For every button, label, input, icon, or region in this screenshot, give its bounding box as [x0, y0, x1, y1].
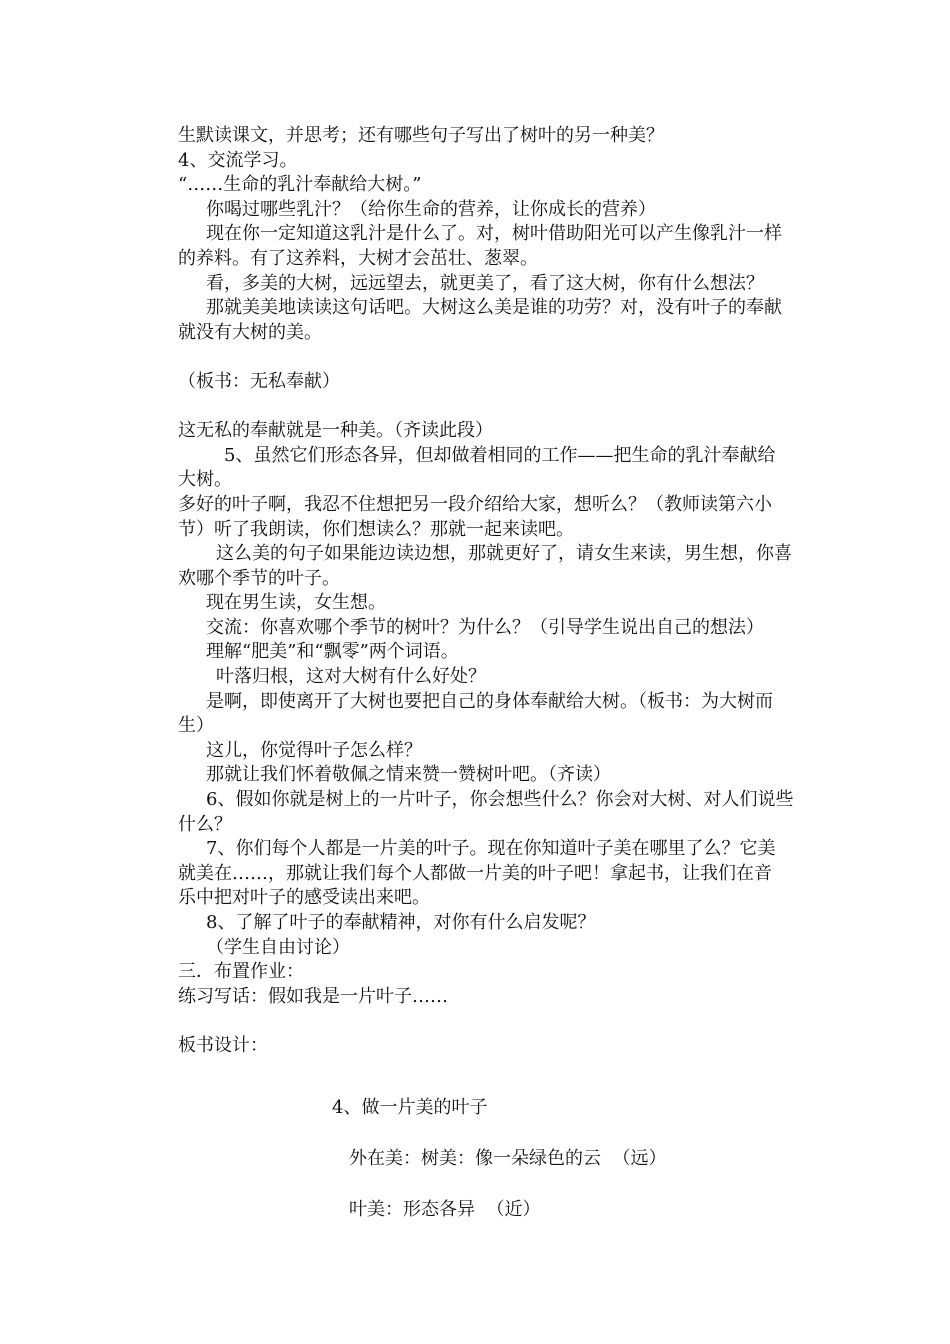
paragraph-line: 练习写话：假如我是一片叶子……: [178, 985, 448, 1007]
paragraph-line: 大树。: [178, 469, 232, 491]
paragraph-line: 你喝过哪些乳汁？（给你生命的营养，让你成长的营养）: [206, 198, 656, 220]
paragraph-line: 的养料。有了这养料，大树才会茁壮、葱翠。: [178, 247, 538, 269]
board-note-line: （板书：无私奉献）: [178, 370, 340, 392]
paragraph-line: 6、假如你就是树上的一片叶子，你会想些什么？你会对大树、对人们说些: [206, 789, 794, 811]
paragraph-line: 那就让我们怀着敬佩之情来赞一赞树叶吧。（齐读）: [206, 764, 611, 786]
document-body: [178, 124, 810, 1059]
board-design-line: 叶美：形态各异 （近）: [349, 1199, 541, 1220]
paragraph-line: 什么？: [178, 813, 232, 835]
paragraph-line: 这儿，你觉得叶子怎么样？: [206, 739, 422, 761]
paragraph-line: 理解“肥美”和“飘零”两个词语。: [206, 641, 459, 663]
paragraph-line: 那就美美地读读这句话吧。大树这么美是谁的功劳？对，没有叶子的奉献: [206, 297, 782, 319]
paragraph-line: 这么美的句子如果能边读边想，那就更好了，请女生来读，男生想，你喜: [216, 543, 792, 565]
board-design-line: 外在美：树美：像一朵绿色的云 （远）: [349, 1148, 667, 1169]
paragraph-line: “……生命的乳汁奉献给大树。”: [178, 174, 422, 196]
paragraph-line: 4、交流学习。: [178, 149, 298, 171]
paragraph-line: 多好的叶子啊，我忍不住想把另一段介绍给大家，想听么？（教师读第六小: [178, 493, 772, 515]
board-design-heading: 板书设计：: [178, 1034, 268, 1056]
paragraph-line: 欢哪个季节的叶子。: [178, 567, 340, 589]
paragraph-line: 7、你们每个人都是一片美的叶子。现在你知道叶子美在哪里了么？它美: [206, 838, 776, 860]
paragraph-line: 节）听了我朗读，你们想读么？那就一起来读吧。: [178, 518, 574, 540]
paragraph-line: 8、了解了叶子的奉献精神，对你有什么启发呢？: [206, 912, 596, 933]
paragraph-line: 这无私的奉献就是一种美。（齐读此段）: [178, 420, 493, 442]
paragraph-line: 就没有大树的美。: [178, 321, 322, 343]
paragraph-line: （学生自由讨论）: [206, 936, 350, 958]
paragraph-line: 交流：你喜欢哪个季节的树叶？为什么？（引导学生说出自己的想法）: [206, 616, 764, 638]
board-design-title: 4、做一片美的叶子: [332, 1097, 488, 1118]
paragraph-line: 生默读课文，并思考；还有哪些句子写出了树叶的另一种美？: [178, 125, 664, 146]
paragraph-line: 看，多美的大树，远远望去，就更美了，看了这大树，你有什么想法？: [206, 272, 764, 294]
paragraph-line: 现在你一定知道这乳汁是什么了。对，树叶借助阳光可以产生像乳汁一样: [206, 223, 782, 245]
paragraph-line: 生）: [178, 715, 214, 737]
paragraph-line: 现在男生读，女生想。: [206, 592, 386, 614]
paragraph-line: 乐中把对叶子的感受读出来吧。: [178, 887, 430, 909]
paragraph-line: 5、虽然它们形态各异，但却做着相同的工作——把生命的乳汁奉献给: [224, 444, 776, 466]
paragraph-line: 就美在……，那就让我们每个人都做一片美的叶子吧！拿起书，让我们在音: [178, 862, 772, 884]
paragraph-line: 叶落归根，这对大树有什么好处？: [216, 666, 486, 688]
paragraph-line: 是啊，即使离开了大树也要把自己的身体奉献给大树。（板书：为大树而: [206, 690, 773, 712]
section-heading: 三．布置作业：: [178, 961, 304, 983]
